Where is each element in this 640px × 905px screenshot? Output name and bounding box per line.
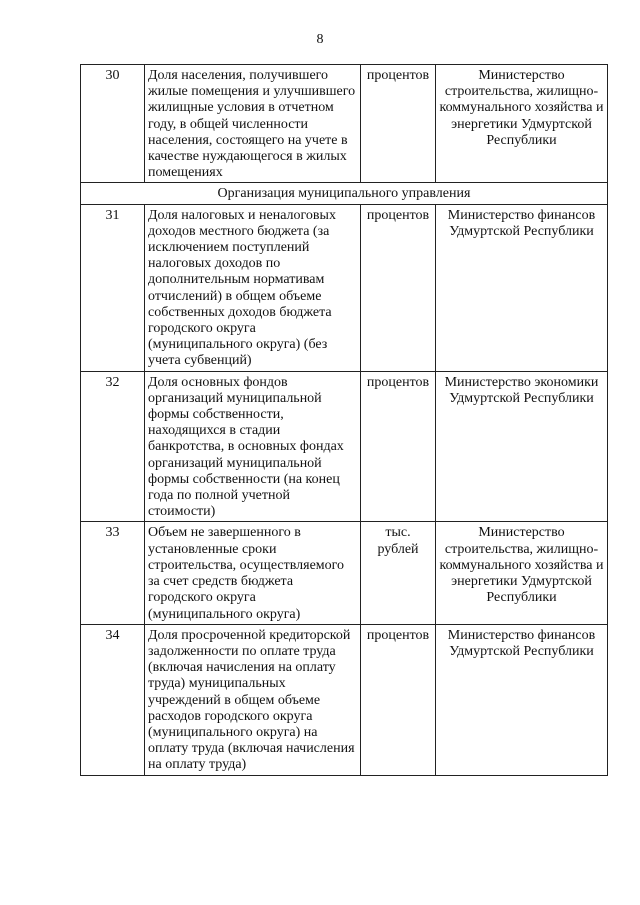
row-number: 30 [81, 65, 145, 183]
page-number: 8 [316, 32, 324, 47]
section-row [81, 183, 608, 204]
unit-cell: тыс. рублей [361, 522, 436, 624]
ministry-cell: Министерство финансов Удмуртской Республики [436, 204, 608, 371]
indicators-table [80, 64, 608, 776]
ministry-cell: Министерство строительства, жилищно-коммунального хозяйства и энергетики Удмуртской Республики [436, 522, 608, 624]
row-number: 31 [81, 204, 145, 371]
unit-cell: процентов [361, 624, 436, 775]
table-row [81, 522, 608, 624]
unit-cell: процентов [361, 371, 436, 522]
ministry-cell: Министерство строительства, жилищно-коммунального хозяйства и энергетики Удмуртской Республики [436, 65, 608, 183]
unit-cell: процентов [361, 204, 436, 371]
ministry-cell: Министерство финансов Удмуртской Республики [436, 624, 608, 775]
indicator-name: Объем не завершенного в установленные сроки строительства, осуществляемого за счет средств бюджета городского округа (муниципального округа) [145, 522, 361, 624]
table-row [81, 371, 608, 522]
row-number: 33 [81, 522, 145, 624]
table-row [81, 624, 608, 775]
table-row [81, 65, 608, 183]
ministry-cell: Министерство экономики Удмуртской Республики [436, 371, 608, 522]
row-number: 34 [81, 624, 145, 775]
indicator-name: Доля просроченной кредиторской задолженности по оплате труда (включая начисления на оплату труда) муниципальных учреждений в общем объеме расходов городского округа (муниципального округа) на оплату труда (включая начисления на оплату труда) [145, 624, 361, 775]
row-number: 32 [81, 371, 145, 522]
section-heading: Организация муниципального управления [81, 183, 608, 204]
indicator-name: Доля налоговых и неналоговых доходов местного бюджета (за исключением поступлений налоговых доходов по дополнительным нормативам отчислений) в общем объеме собственных доходов бюджета городского округа (муниципального округа) (без учета субвенций) [145, 204, 361, 371]
table-row [81, 204, 608, 371]
indicator-name: Доля основных фондов организаций муниципальной формы собственности, находящихся в стадии банкротства, в основных фондах организаций муниципальной формы собственности (на конец года по полной учетной стоимости) [145, 371, 361, 522]
indicator-name: Доля населения, получившего жилые помещения и улучшившего жилищные условия в отчетном году, в общей численности населения, состоящего на учете в качестве нуждающегося в жилых помещениях [145, 65, 361, 183]
unit-cell: процентов [361, 65, 436, 183]
